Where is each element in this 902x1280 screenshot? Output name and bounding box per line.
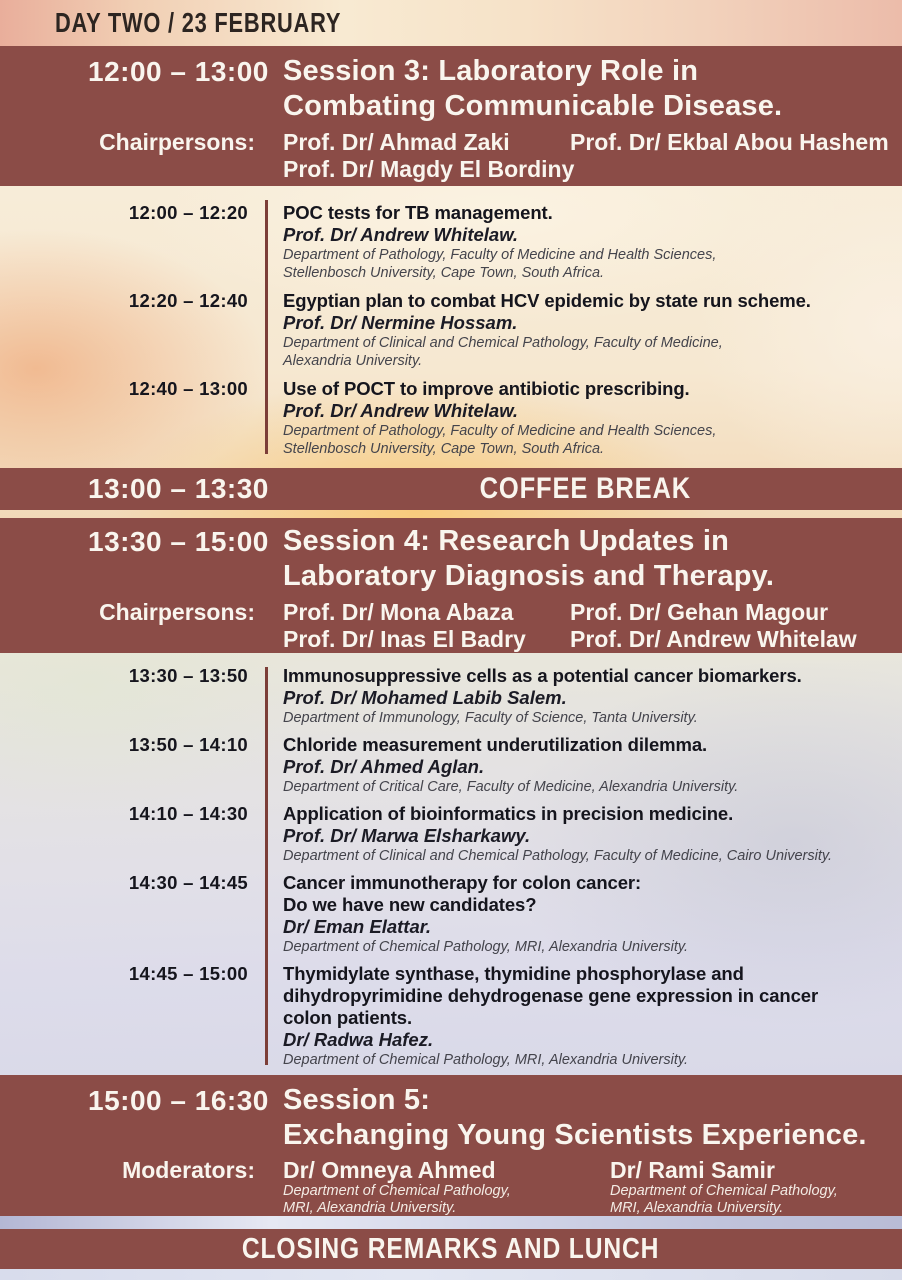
talk-title: POC tests for TB management.	[283, 202, 553, 223]
talk-row	[0, 734, 902, 796]
talk-title: Use of POCT to improve antibiotic prescribing.	[283, 378, 690, 399]
talk-time: 14:10 – 14:30	[128, 803, 248, 824]
talk-title: Application of bioinformatics in precision medicine.	[283, 803, 734, 824]
talk-affiliation-line: Department of Chemical Pathology, MRI, Alexandria University.	[283, 1052, 689, 1068]
talk-speaker: Prof. Dr/ Nermine Hossam.	[283, 312, 518, 333]
talk-title: Egyptian plan to combat HCV epidemic by state run scheme.	[283, 290, 811, 311]
session3-banner	[0, 46, 902, 186]
moderator-affiliation-line: MRI, Alexandria University.	[610, 1200, 784, 1216]
talk-row	[0, 803, 902, 865]
session4-chair-column-2	[570, 599, 902, 653]
talk-affiliation-line: Department of Clinical and Chemical Pathology, Faculty of Medicine, Cairo University.	[283, 848, 833, 864]
talk-title: Immunosuppressive cells as a potential cancer biomarkers.	[283, 665, 802, 686]
talk-title: colon patients.	[283, 1007, 413, 1028]
talk-time: 14:45 – 15:00	[128, 963, 248, 984]
chairperson-name: Prof. Dr/ Ekbal Abou Hashem	[570, 129, 889, 155]
day-header-band	[0, 0, 902, 46]
session4-chairpersons-label: Chairpersons:	[99, 599, 255, 625]
talk-speaker: Dr/ Eman Elattar.	[283, 916, 432, 937]
session5-title-line1: Session 5:	[283, 1084, 431, 1116]
chairperson-name: Prof. Dr/ Mona Abaza	[283, 599, 514, 625]
session4-title-line1: Session 4: Research Updates in	[283, 525, 729, 557]
divider-strip	[0, 1216, 902, 1229]
session4-talks	[0, 653, 902, 1075]
chairperson-name: Prof. Dr/ Magdy El Bordiny	[283, 156, 575, 182]
moderator-affiliation-line: MRI, Alexandria University.	[283, 1200, 457, 1216]
session3-title-line1: Session 3: Laboratory Role in	[283, 55, 699, 87]
talk-speaker: Prof. Dr/ Marwa Elsharkawy.	[283, 825, 531, 846]
closing-banner	[0, 1229, 902, 1269]
bottom-strip	[0, 1269, 902, 1280]
session3-title	[283, 54, 782, 124]
session5-title	[283, 1083, 867, 1153]
talk-row	[0, 872, 902, 956]
session4-title	[283, 524, 774, 594]
talk-affiliation-line: Alexandria University.	[283, 353, 423, 369]
moderator-card	[283, 1157, 610, 1217]
talk-affiliation-line: Department of Pathology, Faculty of Medicine and Health Sciences,	[283, 423, 717, 439]
talk-title: Do we have new candidates?	[283, 894, 537, 915]
session4-time: 13:30 – 15:00	[88, 526, 269, 557]
moderator-affiliation-line: Department of Chemical Pathology,	[610, 1183, 838, 1199]
talk-time: 13:30 – 13:50	[128, 665, 248, 686]
talk-speaker: Dr/ Radwa Hafez.	[283, 1029, 434, 1050]
session3-chairpersons-label: Chairpersons:	[99, 129, 255, 155]
talk-affiliation-line: Department of Pathology, Faculty of Medicine and Health Sciences,	[283, 247, 717, 263]
talk-speaker: Prof. Dr/ Andrew Whitelaw.	[283, 400, 519, 421]
talk-affiliation-line: Department of Clinical and Chemical Pathology, Faculty of Medicine,	[283, 335, 723, 351]
time-column-divider	[265, 667, 268, 1065]
session3-talks	[0, 186, 902, 464]
talk-affiliation-line: Department of Critical Care, Faculty of Medicine, Alexandria University.	[283, 779, 739, 795]
talk-row	[0, 202, 902, 282]
session3-chair-column-1	[283, 129, 575, 183]
closing-label: CLOSING REMARKS AND LUNCH	[242, 1232, 660, 1265]
moderator-affiliation-line: Department of Chemical Pathology,	[283, 1183, 511, 1199]
session5-time: 15:00 – 16:30	[88, 1085, 269, 1116]
talk-time: 13:50 – 14:10	[128, 734, 248, 755]
moderators-label: Moderators:	[122, 1157, 255, 1183]
session3-chair-column-2	[570, 129, 902, 183]
talk-speaker: Prof. Dr/ Andrew Whitelaw.	[283, 224, 519, 245]
chairperson-name: Prof. Dr/ Inas El Badry	[283, 626, 526, 652]
coffee-break-label: COFFEE BREAK	[479, 472, 692, 505]
talk-speaker: Prof. Dr/ Mohamed Labib Salem.	[283, 687, 567, 708]
session3-time: 12:00 – 13:00	[88, 56, 269, 87]
talk-time: 12:20 – 12:40	[128, 290, 248, 311]
talk-row	[0, 963, 902, 1069]
talk-affiliation-line: Stellenbosch University, Cape Town, South Africa.	[283, 441, 605, 457]
talk-affiliation-line: Department of Immunology, Faculty of Science, Tanta University.	[283, 710, 698, 726]
talk-time: 14:30 – 14:45	[128, 872, 248, 893]
talk-row	[0, 665, 902, 727]
chairperson-name: Prof. Dr/ Gehan Magour	[570, 599, 829, 625]
chairperson-name: Prof. Dr/ Andrew Whitelaw	[570, 626, 857, 652]
talk-affiliation-line: Stellenbosch University, Cape Town, South Africa.	[283, 265, 605, 281]
talk-title: dihydropyrimidine dehydrogenase gene expression in cancer	[283, 985, 819, 1006]
day-header: DAY TWO / 23 FEBRUARY	[55, 7, 342, 38]
coffee-break-banner	[0, 468, 902, 510]
talk-title: Cancer immunotherapy for colon cancer:	[283, 872, 642, 893]
talk-row	[0, 290, 902, 370]
session4-chair-column-1	[283, 599, 570, 653]
session4-title-line2: Laboratory Diagnosis and Therapy.	[283, 560, 775, 592]
coffee-break-time: 13:00 – 13:30	[88, 473, 269, 504]
session5-title-line2: Exchanging Young Scientists Experience.	[283, 1119, 867, 1151]
talk-title: Thymidylate synthase, thymidine phosphorylase and	[283, 963, 744, 984]
session5-banner	[0, 1075, 902, 1216]
session3-title-line2: Combating Communicable Disease.	[283, 90, 783, 122]
talk-row	[0, 378, 902, 458]
moderator-card	[610, 1157, 902, 1217]
talk-speaker: Prof. Dr/ Ahmed Aglan.	[283, 756, 485, 777]
talk-time: 12:40 – 13:00	[128, 378, 248, 399]
moderator-name: Dr/ Omneya Ahmed	[283, 1157, 496, 1183]
time-column-divider	[265, 200, 268, 454]
chairperson-name: Prof. Dr/ Ahmad Zaki	[283, 129, 510, 155]
session4-banner	[0, 518, 902, 653]
session3-zone	[0, 186, 902, 518]
moderator-name: Dr/ Rami Samir	[610, 1157, 775, 1183]
talk-affiliation-line: Department of Chemical Pathology, MRI, Alexandria University.	[283, 939, 689, 955]
talk-time: 12:00 – 12:20	[128, 202, 248, 223]
talk-title: Chloride measurement underutilization dilemma.	[283, 734, 708, 755]
